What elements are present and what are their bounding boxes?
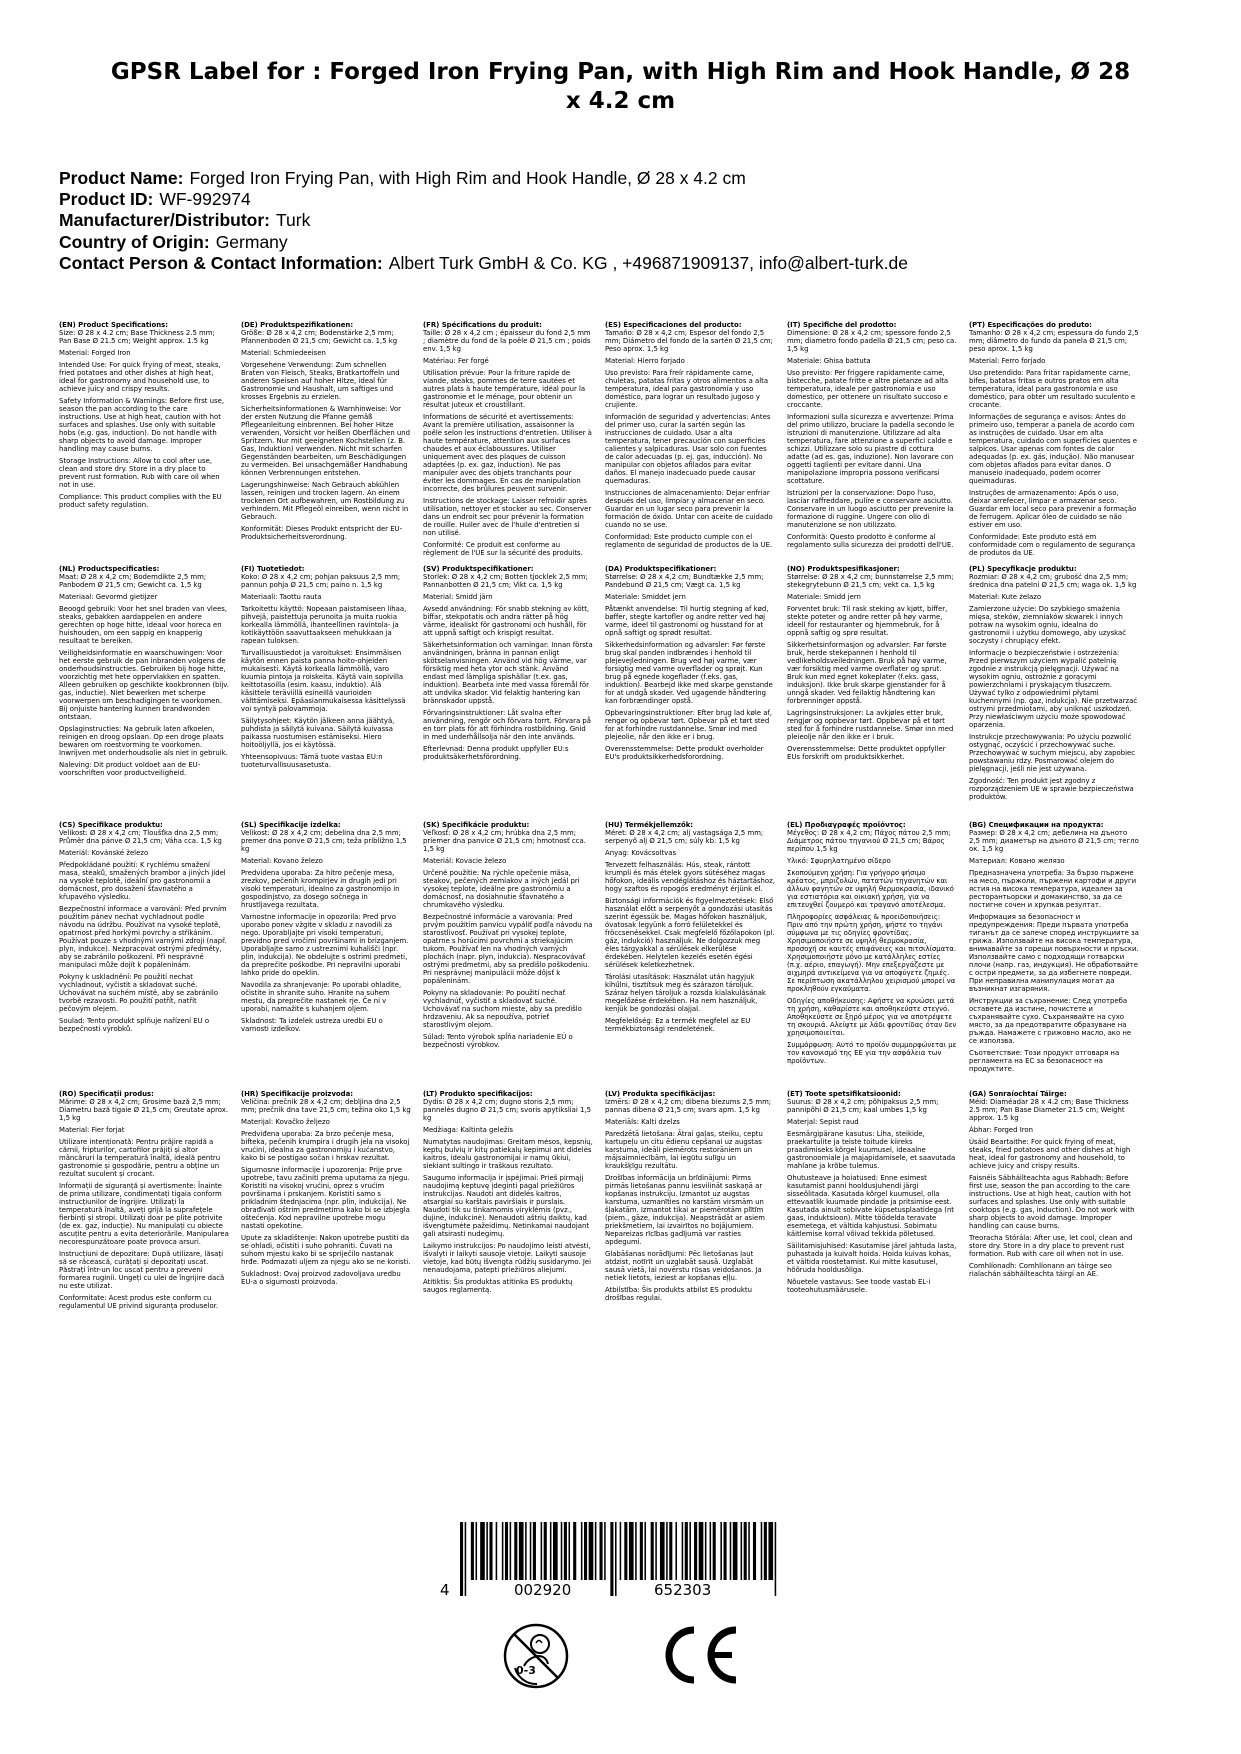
spec-block-paragraph: Materiál: Kovánské železo [59, 849, 149, 857]
spec-block-paragraph: Turvallisuustiedot ja varoitukset: Ensimmäisen käytön ennen paista panna hoito-ohjeiden mukaisesti. Käytä korkealla lämmöllä, varo kuumia pintoja ja roiskeita. Käytä vain sopivilla keittotasoilla (esim. kaasu, induktio). Älä käsittele teräviillä esineillä vaurioiden välttämiseksi. Epäasianmukaisessa käsittelyssä voi syntyä palovammoja. [241, 649, 406, 713]
spec-block-heading: (LV) Produkta specifikācijas: [605, 1090, 716, 1098]
spec-block-paragraph: Skladnost: Ta izdelek ustreza uredbi EU o varnosti izdelkov. [241, 1017, 383, 1033]
spec-block-paragraph: Paredzētā lietošana: Ātrai gaļas, steiku, ceptu kartupeļu un citu ēdienu cepšanai uz augstas karstuma, ideāli piemērots restorāniem un mājsaimniecībām, lai iegūtu sulīgu un kraukšķīgu rezultātu. [605, 1130, 763, 1170]
barcode-bar [496, 1522, 498, 1580]
spec-block-paragraph: Taille: Ø 28 x 4,2 cm ; épaisseur du fond 2,5 mm ; diamètre du fond de la poêle Ø 21,5 cm ; poids env. 1,5 kg [423, 329, 591, 353]
barcode-bar [644, 1522, 646, 1580]
spec-block [241, 1090, 411, 1335]
spec-block-paragraph: Instrucciones de almacenamiento: Dejar enfriar después del uso, limpiar y almacenar en seco. Guardar en un lugar seco para prevenir la formación de óxido. Untar con aceite de cuidado cuando no se use. [605, 489, 773, 529]
spec-block-paragraph: Atitiktis: Šis produktas atitinka ES produktų saugos reglamentą. [423, 1278, 573, 1294]
barcode-bar [651, 1522, 654, 1580]
spec-block-paragraph: Materiale: Smidd jern [787, 593, 861, 601]
spec-block-paragraph: Instruções de armazenamento: Após o uso, deixar arrefecer, limpar e armazenar seco. Guardar em local seco para prevenir a formação de ferrugem. Aplicar óleo de cuidado se não estiver em uso. [969, 489, 1137, 529]
spec-block-paragraph: Safety Information & Warnings: Before first use, season the pan according to the care instructions. Use at high heat, caution with hot surfaces and splashes. Use only with suitable hobs (e.g. gas, induction). Do not handle with sharp objects to avoid damage. Improper handling may cause burns. [59, 397, 225, 453]
spec-block-heading: (CS) Specifikace produktu: [59, 821, 163, 829]
spec-block-paragraph: Инструкции за съхранение: След употреба оставете да изстине, почистете и съхранявайте сухо. Съхранявайте на сухо място, за да предотвратите образуване на ръжда. Намажете с грижовно масло, ако не се използва. [969, 997, 1132, 1045]
spec-block-paragraph: Materiaali: Taottu rauta [241, 593, 322, 601]
spec-block-paragraph: Materijal: Kovačko željezo [241, 1118, 330, 1126]
spec-block [423, 321, 593, 557]
spec-block-heading: (NL) Productspecificaties: [59, 565, 160, 573]
spec-block-paragraph: Materiál: Kovacie železo [423, 857, 507, 865]
product-info [59, 168, 1189, 274]
barcode-bar [471, 1522, 474, 1580]
spec-block-paragraph: Material: Hierro forjado [605, 357, 685, 365]
spec-block-paragraph: Treoracha Stórála: After use, let cool, clean and store dry. Store in a dry place to prevent rust formation. Rub with care oil when not in use. [969, 1234, 1133, 1258]
spec-block-paragraph: Matériau: Fer forgé [423, 357, 489, 365]
spec-block-paragraph: Megfelelőség: Ez a termék megfelel az EU termékbiztonsági rendeletének. [605, 1017, 751, 1033]
manufacturer-row [59, 210, 1189, 231]
spec-block-heading: (SK) Špecifikácie produktu: [423, 821, 530, 829]
spec-block-paragraph: Súlad: Tento výrobok spĺňa nariadenie EÚ o bezpečnosti výrobkov. [423, 1033, 573, 1049]
spec-block-paragraph: Size: Ø 28 x 4.2 cm; Base Thickness 2.5 mm; Pan Base Ø 21.5 cm; Weight approx. 1.5 kg [59, 329, 215, 345]
spec-block-paragraph: Koko: Ø 28 x 4,2 cm; pohjan paksuus 2,5 mm; pannun pohja Ø 21,5 cm; paino n. 1,5 kg [241, 573, 401, 589]
barcode-bar [624, 1522, 627, 1580]
barcode-bar [561, 1522, 563, 1580]
barcode-bar [685, 1522, 688, 1580]
barcode-bar [581, 1522, 583, 1580]
spec-block-paragraph: Biztonsági információk és figyelmeztetések: Első használat előtt a serpenyőt a gondozási utasítás szerint égessük be. Magas hőfokon használjuk, óvatosak legyünk a forró felületekkel és fröccsenésekkel. Csak megfelelő főzőlapokon (pl. gáz, indukció) használjuk. Ne dolgozzuk meg éles tárgyakkal a sérülések elkerülése érdekében. Helytelen kezelés esetén égési sérülések keletkezhetnek. [605, 897, 775, 969]
spec-block-paragraph: Předpokládané použití: K rychlému smažení masa, steaků, smažených brambor a jiných jídel na vysoké teplotě, ideální pro gastronomii a domácnost, pro dosažení šťavnatého a křupavého výsledku. [59, 861, 226, 901]
spec-block [605, 321, 775, 557]
barcode-bar [730, 1522, 732, 1580]
spec-block-paragraph: Velikost: Ø 28 x 4,2 cm; Tloušťka dna 2,5 mm; Průměr dna pánve Ø 21,5 cm; Váha cca. 1,5 kg [59, 829, 222, 845]
age-label: 0-3 [516, 1664, 536, 1677]
info-value: Turk [275, 210, 311, 231]
spec-block-paragraph: Utilisation prévue: Pour la friture rapide de viande, steaks, pommes de terre sautées et autres plats à haute température, idéal pour la gastronomie et le ménage, pour obtenir un résultat juteux et croustillant. [423, 369, 586, 409]
spec-block-paragraph: Størrelse: Ø 28 x 4,2 cm; Bundtække 2,5 mm; Pandebund Ø 21,5 cm; Vægt ca. 1,5 kg [605, 573, 764, 589]
barcode-bar [669, 1522, 672, 1580]
barcode-bar [768, 1522, 773, 1580]
barcode-bar [761, 1522, 763, 1580]
spec-block-paragraph: Säilytysohjeet: Käytön jälkeen anna jäähtyä, puhdista ja säilytä kuivana. Säilytä kuivassa paikassa ruostumisen estämiseksi. Hiero hoitoöljyllä, jos ei käytössä. [241, 717, 395, 749]
barcode-bar [486, 1522, 488, 1580]
spec-block-paragraph: Určené použitie: Na rýchle opečenie mäsa, steakov, pečených zemiakov a iných jedál pri vysokej teplote, ideálne pre gastronómiu a domácnosť, na dosiahnutie šťavnatého a chrumkavého výsledku. [423, 869, 580, 909]
spec-block [787, 1090, 957, 1335]
barcode-bar [713, 1522, 716, 1580]
spec-block-paragraph: Izmērs: Ø 28 x 4,2 cm; dibena biezums 2,5 mm; pannas dibena Ø 21,5 cm; svars apm. 1,5 kg [605, 1098, 772, 1114]
spec-block-paragraph: Material: Ferro forjado [969, 357, 1046, 365]
spec-block-paragraph: Tamaño: Ø 28 x 4,2 cm; Espesor del fondo 2,5 mm; Diámetro del fondo de la sartén Ø 21,5 cm; Peso aprox. 1,5 kg [605, 329, 773, 353]
country-row [59, 232, 1189, 253]
barcode-bar [550, 1522, 552, 1580]
spec-block [241, 565, 411, 813]
spec-block-paragraph: Информация за безопасност и предупреждения: Преди първата употреба тиганът да се запече според инструкциите за грижа. Използвайте на висока температура, внимавайте за горещи повърхности и пръски. Използвайте само с подходящи готварски плочи (напр. газ, индукция). Не обработвайте с остри предмети, за да избегнете повреди. При неправилна манипулация могат да възникнат изгаряния. [969, 913, 1139, 993]
spec-block-paragraph: Ohutusteave ja hoiatused: Enne esimest kasutamist panni hooldusjuhendi järgi sisseõlitada. Kasutada kõrgel kuumusel, olla ettevaatlik kuumade pindade ja pritsimise eest. Kasutada ainult sobivate küpsetusplaatidega (nt gaas, induktsioon). Mitte töödelda teravate esemetega, et vältida kahjustusi. Sobimatu käitlemise korral võivad tekkida põletused. [787, 1174, 955, 1238]
spec-block [59, 565, 229, 813]
barcode-bar [620, 1522, 622, 1580]
spec-block-paragraph: Materiale: Smiddet jern [605, 593, 686, 601]
spec-block [605, 1090, 775, 1335]
spec-block-paragraph: Faisnéis Sábháilteachta agus Rabhadh: Before first use, season the pan according to the care instructions. Use at high heat, caution with hot surfaces and splashes. Use only with suitable cooktops (e.g. gas, induction). Do not work with sharp objects to avoid damage. Improper handling can cause burns. [969, 1174, 1135, 1230]
spec-block-paragraph: Upute za skladištenje: Nakon upotrebe pustiti da se ohladi, očistiti i suho pohraniti. Čuvati na suhom mjestu kako bi se spriječilo nastanak hrđe. Podmazati uljem za njegu ako se ne koristi. [241, 1234, 411, 1266]
barcode-bar [533, 1522, 536, 1580]
barcode-bar [699, 1522, 704, 1580]
spec-block-paragraph: Υλικό: Σφυρηλατημένο σίδερο [787, 857, 891, 865]
barcode-bar [694, 1522, 697, 1580]
spec-block-paragraph: Συμμόρφωση: Αυτό το προϊόν συμμορφώνεται με τον κανονισμό της ΕΕ για την ασφάλεια των προϊόντων. [787, 1041, 957, 1065]
spec-block-paragraph: Opbevaringsinstruktioner: Efter brug lad køle af, rengør og opbevar tørt. Opbevar på et tørt sted for at forhindre rustdannelse. Smør ind med plejeolie, når den ikke er i brug. [605, 709, 773, 741]
spec-block-paragraph: Naleving: Dit product voldoet aan de EU-voorschriften voor productveiligheid. [59, 761, 201, 777]
spec-block-paragraph: Úsáid Beartaithe: For quick frying of meat, steaks, fried potatoes and other dishes at high heat, ideal for gastronomy and household, to achieve juicy and crispy results. [969, 1138, 1131, 1170]
spec-block-paragraph: Conformitate: Acest produs este conform cu regulamentul UE privind siguranța produselor. [59, 1294, 219, 1310]
spec-block-paragraph: Материал: Ковано желязо [969, 857, 1065, 865]
barcode-bar [514, 1522, 517, 1580]
spec-block [423, 821, 593, 1082]
spec-block-paragraph: Påtænkt anvendelse: Til hurtig stegning af kød, bøffer, stegte kartofler og andre retter ved høj varme, ideel til gastronomi og husstand for at opnå saftigt og sprødt resultat. [605, 605, 769, 637]
spec-block-paragraph: Eesmärgipärane kasutus: Liha, steikide, praekartulite ja teiste toitude kiireks praadimiseks kõrgel kuumusel, ideaalne gastronoomiale ja majapidamisele, et saavutada mahlane ja krõbe tulemus. [787, 1130, 956, 1170]
spec-block-heading: (SL) Specifikacije izdelka: [241, 821, 341, 829]
spec-block [969, 1090, 1139, 1335]
barcode-bar [600, 1522, 603, 1580]
info-value: Albert Turk GmbH & Co. KG , +496871909137, info@albert-turk.de [388, 252, 908, 273]
spec-block-paragraph: Material: Forged Iron [59, 349, 131, 357]
spec-block-paragraph: Предназначена употреба: За бързо пържене на месо, пържоли, пържени картофи и други ястия на висока температура, идеален за ресторантьорски и домакинство, за да се постигне сочен и хрупкав резултат. [969, 869, 1137, 909]
spec-block-paragraph: Comhlíonadh: Comhlíonann an táirge seo rialachán sábháilteachta táirgí an AE. [969, 1262, 1112, 1278]
spec-block-paragraph: Bezpečnostné informácie a varovania: Pred prvým použitím panvicu vypáliť podľa návodu na starostlivosť. Používať pri vysokej teplote, opatrne s horúcimi povrchmi a striekajúcim tukom. Používať len na vhodných varných plochách (napr. plyn, indukcia). Nespracovávať ostrými predmetmi, aby sa predišlo poškodeniu. Pri nesprávnej manipulácii môže dôjsť k popáleninám. [423, 913, 593, 985]
spec-block-paragraph: Materjal: Sepist raud [787, 1118, 859, 1126]
spec-block-paragraph: Yhteensopivuus: Tämä tuote vastaa EU:n tuoteturvallisuusasetusta. [241, 753, 383, 769]
spec-block-paragraph: Ábhar: Forged Iron [969, 1126, 1034, 1134]
spec-block-heading: (PL) Specyfikacje produktu: [969, 565, 1077, 573]
spec-block-paragraph: Efterlevnad: Denna produkt uppfyller EU:s produktsäkerhetsförordning. [423, 745, 569, 761]
spec-block-paragraph: Veiligheidsinformatie en waarschuwingen: Voor het eerste gebruik de pan inbranden volgens de onderhoudsinstructies. Gebruiken bij hoge hitte, voorzichtig met hete oppervlakken en spatten. Alleen gebruiken op geschikte kookbronnen (bijv. gas, inductie). Niet bewerken met scherpe voorwerpen om beschadigingen te voorkomen. Bij onjuiste hantering kunnen brandwonden ontstaan. [59, 649, 229, 721]
spec-block-paragraph: Conformidade: Este produto está em conformidade com o regulamento de segurança de produtos da UE. [969, 533, 1136, 557]
spec-block-paragraph: Numatytas naudojimas: Greitam mėsos, kepsnių, keptų bulvių ir kitų patiekalų kepimui ant didelės kaitros, idealu gastronomijai ir namų ūkiui, siekiant sultingo ir traškaus rezultato. [423, 1138, 593, 1170]
spec-block-heading: (HR) Specifikacije proizvoda: [241, 1090, 354, 1098]
spec-block-paragraph: Konformität: Dieses Produkt entspricht der EU-Produktsicherheitsverordnung. [241, 525, 403, 541]
spec-block-paragraph: Bezpečnostní informace a varování: Před prvním použitím pánev nechat vychladnout podle návodu na údržbu. Používat na vysoké teplotě, opatrnost před horkými povrchy a stříkáním. Používat pouze s vhodnými varnými zdroji (např. plyn, indukce). Nezpracovat ostrými předměty, aby se zabránilo poškození. Při nesprávné manipulaci může dojít k popáleninám. [59, 905, 227, 969]
spec-block-paragraph: Förvaringsinstruktioner: Låt svalna efter användning, rengör och förvara torrt. Förvara på en torr plats för att förhindra rostbildning. Gnid in med underhållsolja när den inte används. [423, 709, 591, 741]
barcode-bar [710, 1522, 712, 1580]
spec-block-paragraph: Anyag: Kovácsoltvas [605, 849, 677, 857]
spec-block-paragraph: Veličina: prečnik 28 x 4,2 cm; debljina dna 2,5 mm; prečnik dna tave 21,5 cm; težina oko 1,5 kg [241, 1098, 411, 1114]
spec-block-heading: (IT) Specifiche del prodotto: [787, 321, 897, 329]
spec-block-paragraph: Dydis: Ø 28 x 4,2 cm; dugno storis 2,5 mm; pannelės dugno Ø 21,5 cm; svoris apytiksliai 1,5 kg [423, 1098, 591, 1122]
barcode-bar [660, 1522, 665, 1580]
barcode-bar [741, 1522, 743, 1580]
spec-block-paragraph: Uso previsto: Per friggere rapidamente carne, bistecche, patate fritte e altre pietanze ad alta temperatura, ideale per gastronomia e uso domestico, per ottenere un risultato succoso e croccante. [787, 369, 949, 409]
spec-block-paragraph: Dimensione: Ø 28 x 4,2 cm; spessore fondo 2,5 mm; diametro fondo padella Ø 21,5 cm; peso ca. 1,5 kg [787, 329, 957, 353]
spec-block-heading: (NO) Produktspesifikasjoner: [787, 565, 900, 573]
barcode-bar [753, 1522, 756, 1580]
spec-block-paragraph: Velikost: Ø 28 x 4,2 cm; debelina dna 2,5 mm; premer dna ponve Ø 21,5 cm; teža približno 1,5 kg [241, 829, 407, 853]
spec-block-paragraph: Instrukcje przechowywania: Po użyciu pozwolić ostygnąć, oczyścić i przechowywać suche. Przechowywać w suchym miejscu, aby zapobiec powstawaniu rdzy. Posmarować olejem do pielęgnacji, jeśli nie jest używana. [969, 733, 1136, 773]
barcode-bar [640, 1522, 643, 1580]
barcode-bar [744, 1522, 747, 1580]
spec-block [969, 565, 1139, 813]
spec-block-paragraph: Instructions de stockage: Laisser refroidir après utilisation, nettoyer et stocker au sec. Conserver dans un endroit sec pour prévenir la formation de rouille. Huiler avec de l'huile d'entretien si non utilisé. [423, 497, 592, 537]
spec-block-paragraph: Zgodność: Ten produkt jest zgodny z rozporządzeniem UE w sprawie bezpieczeństwa produktów. [969, 777, 1134, 801]
spec-block-paragraph: Material: Smidd järn [423, 593, 493, 601]
info-label: Manufacturer/Distributor: [59, 210, 270, 231]
spec-block-paragraph: Compliance: This product complies with the EU product safety regulation. [59, 493, 222, 509]
barcode-bar [733, 1522, 738, 1580]
barcode-bar [655, 1522, 657, 1580]
spec-block-paragraph: Información de seguridad y advertencias: Antes del primer uso, curar la sartén según las instrucciones de cuidado. Usar a alta temperatura, tener precaución con superficies calientes y salpicaduras. Usar solo con fuentes de calor adecuadas (p. ej. gas, inducción). No manipular con objetos afilados para evitar daños. El manejo inadecuado puede causar quemaduras. [605, 413, 771, 485]
spec-block-paragraph: Informacje o bezpieczeństwie i ostrzeżenia: Przed pierwszym użyciem wypalić patelnię zgodnie z instrukcją pielęgnacji. Używać na wysokim ogniu, ostrożnie z gorącymi powierzchniami i pryskającym tłuszczem. Używać tylko z odpowiednimi płytami kuchennymi (np. gaz, indukcja). Nie przetwarzać ostrymi przedmiotami, aby uniknąć uszkodzeń. Przy niewłaściwym użyciu może spowodować oparzenia. [969, 649, 1138, 729]
spec-block-paragraph: Méid: Diaméadar 28 x 4.2 cm; Base Thickness 2.5 mm; Pan Base Diameter 21.5 cm; Weight approx. 1.5 kg [969, 1098, 1129, 1122]
spec-block [605, 565, 775, 813]
info-value: Germany [215, 231, 288, 252]
spec-block-paragraph: Σκοπούμενη χρήση: Για γρήγορο ψήσιμο κρέατος, μπριζολών, πατατών τηγανητών και άλλων φαγητών σε υψηλή θερμοκρασία, ιδανικό για εστιατόρια και οικιακή χρήση, για να επιτευχθεί ζουμερό και τραγανό αποτέλεσμα. [787, 869, 954, 909]
spec-block-paragraph: Materiāls: Kalti dzelzs [605, 1118, 680, 1126]
spec-block [241, 321, 411, 557]
barcode-bar [530, 1522, 532, 1580]
spec-block [969, 321, 1139, 557]
spec-block-paragraph: Vorgesehene Verwendung: Zum schnellen Braten von Fleisch, Steaks, Bratkartoffeln und anderen Speisen auf hoher Hitze, ideal für Gastronomie und Haushalt, um saftiges und krosses Ergebnis zu erzielen. [241, 361, 400, 401]
spec-block [423, 1090, 593, 1335]
spec-block-paragraph: Säkerhetsinformation och varningar: Innan första användningen, bränna in pannan enligt skötselanvisningen. Använd vid hög värme, var försiktig med heta ytor och stänk. Använd endast med lämpliga spishällar (t.ex. gas, induktion). Bearbeta inte med vassa föremål för att undvika skador. Vid felaktig hantering kan brännskador uppstå. [423, 641, 593, 705]
spec-block-paragraph: Laikymo instrukcijos: Po naudojimo leisti atvėsti, išvalyti ir laikyti sausoje vietoje. Laikyti sausoje vietoje, kad būtų išvengta rūdžių susidarymo. Jei nenaudojama, patepti priežiūros aliejumi. [423, 1242, 592, 1274]
spec-block-paragraph: Informações de segurança e avisos: Antes do primeiro uso, temperar a panela de acordo com as instruções de cuidado. Usar em alta temperatura, cuidado com superfícies quentes e salpicos. Usar apenas com fontes de calor adequadas (p. ex. gás, indução). Não manusear com objetos afiados para evitar danos. O manuseio inadequado, podem ocorrer queimaduras. [969, 413, 1137, 485]
barcode-bar [519, 1522, 524, 1580]
spec-block-paragraph: Atbilstība: Šis produkts atbilst ES produktu drošības regulai. [605, 1286, 752, 1302]
barcode-bar [502, 1522, 504, 1580]
barcode-bar [610, 1522, 613, 1596]
barcode-bar [505, 1522, 508, 1580]
spec-block-paragraph: Μέγεθος: Ø 28 x 4,2 cm; Πάχος πάτου 2,5 mm; Διάμετρος πάτου τηγανιού Ø 21,5 cm; Βάρος περίπου 1,5 kg [787, 829, 951, 853]
spec-block [787, 321, 957, 557]
spec-block-paragraph: Lagerungshinweise: Nach Gebrauch abkühlen lassen, reinigen und trocken lagern. An einem trockenen Ort aufbewahren, um Rostbildung zu verhindern. Mit Pflegeöl einreiben, wenn nicht in Gebrauch. [241, 481, 409, 521]
spec-block-paragraph: Méret: Ø 28 x 4,2 cm; alj vastagsága 2,5 mm; serpenyő alj Ø 21,5 cm; súly kb. 1,5 kg [605, 829, 764, 845]
barcode-bar [465, 1522, 467, 1596]
barcode-bar [489, 1522, 492, 1580]
barcode-bar [615, 1522, 617, 1596]
barcode-bar [569, 1522, 571, 1580]
contact-row [59, 253, 1189, 274]
barcode-bar [629, 1522, 634, 1580]
spec-block-paragraph: Saugumo informacija ir įspėjimai: Prieš pirmąjį naudojimą keptuvę įdeginti pagal priežiūros instrukcijas. Naudoti ant didelės kaitros, atsargiai su karštais paviršiais ir purslais. Naudoti tik su tinkamomis viryklėmis (pvz., dujinė, indukcinė). Nenaudoti aštrių daiktų, kad išvengtumėte pažeidimų. Netinkamai naudojant gali atsirasti nudegimų. [423, 1174, 590, 1238]
barcode-bar [635, 1522, 637, 1580]
barcode-bar [595, 1522, 597, 1580]
spec-block-paragraph: Mărime: Ø 28 x 4,2 cm; Grosime bază 2,5 mm; Diametru bază tigaie Ø 21,5 cm; Greutate aprox. 1,5 kg [59, 1098, 229, 1122]
spec-block-paragraph: Storage Instructions: Allow to cool after use, clean and store dry. Store in a dry place to prevent rust formation. Rub with care oil when not in use. [59, 457, 220, 489]
spec-block [969, 821, 1139, 1082]
spec-block-paragraph: Material: Kovano železo [241, 857, 323, 865]
spec-block-paragraph: Tarkoitettu käyttö: Nopeaan paistamiseen lihaa, pihvejä, paistettuja perunoita ja muita ruokia korkealla lämmöllä, ihanteellinen ravintola- ja kotikäyttöön saavuttaakseen mehukkaan ja rapean tuloksen. [241, 605, 407, 645]
spec-block-heading: (FI) Tuotetiedot: [241, 565, 305, 573]
barcode-bar [541, 1522, 543, 1580]
spec-block-paragraph: Storlek: Ø 28 x 4,2 cm; Botten tjocklek 2,5 mm; Pannanbotten Ø 21,5 cm; Vikt ca. 1,5 kg [423, 573, 588, 589]
barcode [440, 1522, 790, 1606]
barcode-bar [589, 1522, 594, 1580]
barcode-bar [675, 1522, 677, 1580]
info-label: Contact Person & Contact Information: [59, 252, 383, 273]
spec-block-paragraph: Uso pretendido: Para fritar rapidamente carne, bifes, batatas fritas e outros pratos em alta temperatura, ideal para gastronomia e uso doméstico, para obter um resultado suculento e crocante. [969, 369, 1136, 409]
spec-block-heading: (ET) Toote spetsifikatsioonid: [787, 1090, 901, 1098]
spec-block-paragraph: Tervezett felhasználás: Hús, steak, rántott krumpli és más ételek gyors sütéséhez magas hőfokon, ideális vendéglátáshoz és háztartáshoz, hogy szaftos és ropogós eredményt érjünk el. [605, 861, 775, 893]
spec-block-heading: (EN) Product Specifications: [59, 321, 168, 329]
spec-block-paragraph: Conformidad: Este producto cumple con el reglamento de seguridad de productos de la UE. [605, 533, 773, 549]
barcode-bar [476, 1522, 478, 1580]
spec-block [59, 1090, 229, 1335]
spec-block-paragraph: Størrelse: Ø 28 x 4,2 cm; bunnstørrelse 2,5 mm; stekegrytebunn Ø 21,5 cm; vekt ca. 1,5 kg [787, 573, 954, 589]
spec-block-paragraph: Sukladnost: Ovaj proizvod zadovoljava uredbu EU-a o sigurnosti proizvoda. [241, 1270, 401, 1286]
spec-block [787, 565, 957, 813]
ce-mark-icon [660, 1624, 742, 1686]
spec-block-paragraph: Maat: Ø 28 x 4,2 cm; Bodemdikte 2,5 mm; Panbodem Ø 21,5 cm; Gewicht ca. 1,5 kg [59, 573, 207, 589]
info-value: Forged Iron Frying Pan, with High Rim and Hook Handle, Ø 28 x 4.2 cm [189, 168, 746, 188]
spec-block-paragraph: Pokyny na skladovanie: Po použití nechať vychladnúť, vyčistiť a skladovať suché. Uchovávať na suchom mieste, aby sa predišlo hrdzaveniu. Ak sa nepoužíva, potrieť starostlivým olejom. [423, 989, 582, 1029]
barcode-bar [720, 1522, 722, 1580]
barcode-right-group: 652303 [654, 1581, 712, 1599]
barcode-bar [775, 1522, 777, 1596]
spec-block [605, 821, 775, 1082]
barcode-bar [510, 1522, 512, 1580]
spec-block-paragraph: Informații de siguranță și avertismente: Înainte de prima utilizare, condimentați tigaia conform instrucțiunilor de îngrijire. Utilizați la temperatură înaltă, aveți grijă la suprafețele fierbinți și stropi. Utilizați doar pe plite potrivite (de ex. gaz, inducție). Nu manipulați cu obiecte ascuțite pentru a evita deteriorările. Manipularea necorespunzătoare poate provoca arsuri. [59, 1182, 229, 1246]
spec-block-heading: (BG) Спецификации на продукта: [969, 821, 1104, 829]
spec-block-paragraph: Instrucțiuni de depozitare: După utilizare, lăsați să se răcească, curățați și depozitați uscat. Păstrați într-un loc uscat pentru a preveni formarea ruginii. Ungeți cu ulei de îngrijire dacă nu este utilizat. [59, 1250, 225, 1290]
spec-block-paragraph: Sigurnosne informacije i upozorenja: Prije prve upotrebe, tavu začiniti prema uputama za njegu. Koristiti na visokoj vrućini, oprez s vrućim površinama i prskanjem. Koristiti samo s prikladnim štednjacima (npr. plin, indukcija). Ne obrađivati oštrim predmetima kako bi se izbjegla oštećenja. Kod nepravilne upotrebe mogu nastati opekotine. [241, 1166, 410, 1230]
barcode-bar [682, 1522, 684, 1580]
barcode-bar [689, 1522, 691, 1580]
spec-block-paragraph: Conformité: Ce produit est conforme au règlement de l'UE sur la sécurité des produits. [423, 541, 583, 557]
spec-block-paragraph: Intended Use: For quick frying of meat, steaks, fried potatoes and other dishes at high heat, ideal for gastronomy and household use, to achieve juicy and crispy results. [59, 361, 221, 393]
barcode-bar [584, 1522, 587, 1580]
info-label: Product Name: [59, 168, 184, 188]
spec-block-paragraph: Avsedd användning: För snabb stekning av kött, biffar, stekpotatis och andra rätter på hög värme, idealiskt för gastronomi och hushåll, för att uppnå saftigt och krispigt resultat. [423, 605, 590, 637]
spec-block-paragraph: Zamierzone użycie: Do szybkiego smażenia mięsa, steków, ziemniaków skwarek i innych potraw na wysokim ogniu, idealna do gastronomii i użytku domowego, aby uzyskać soczysty i chrupiący efekt. [969, 605, 1127, 645]
spec-block-paragraph: Uso previsto: Para freír rápidamente carne, chuletas, patatas fritas y otros alimentos a alta temperatura, ideal para gastronomía y uso doméstico, para lograr un resultado jugoso y crujiente. [605, 369, 769, 409]
spec-block-heading: (RO) Specificații produs: [59, 1090, 154, 1098]
barcode-bar [480, 1522, 485, 1580]
spec-block-paragraph: Varnostne informacije in opozorila: Pred prvo uporabo ponev vžgite v skladu z navodili za nego. Uporabljajte pri visoki temperaturi, previdno pred vročimi površinami in brizganjem. Uporabljajte samo z ustreznimi kuhališči (npr. plin, indukcija). Ne obdelujte s ostrimi predmeti, da preprečite poškodbe. Pri nepravilni uporabi lahko pride do opeklin. [241, 913, 409, 977]
spec-block-paragraph: Soulad: Tento produkt splňuje nařízení EU o bezpečnosti výrobků. [59, 1017, 210, 1033]
spec-block-paragraph: Predvidena uporaba: Za hitro pečenje mesa, zrezkov, pečenih krompirjev in drugih jedi pri visoki temperaturi, idealno za gastronomijo in gospodinjstvo, za dosego sočnega in hrustljavega rezultata. [241, 869, 400, 909]
spec-block-paragraph: Tárolási utasítások: Használat után hagyjuk kihűlni, tisztítsuk meg és szárazon tároljuk. Száraz helyen tároljuk a rozsda kialakulásának megelőzése érdekében. Ha nem használjuk, kenjük be gondozási olajjal. [605, 973, 766, 1013]
spec-block-heading: (DA) Produktspecifikationer: [605, 565, 717, 573]
spec-block-paragraph: Informazioni sulla sicurezza e avvertenze: Prima del primo utilizzo, bruciare la padella secondo le istruzioni di manutenzione. Utilizzare ad alta temperatura, fare attenzione a superfici calde e schizzi. Utilizzare solo su piastre di cottura adatte (ad es. gas, induzione). Non lavorare con oggetti taglienti per evitare danni. Una manipolazione impropria possono verificarsi scottature. [787, 413, 955, 485]
spec-block-heading: (ES) Especificaciones del producto: [605, 321, 742, 329]
spec-block-heading: (DE) Produktspezifikationen: [241, 321, 354, 329]
spec-block-paragraph: Beoogd gebruik: Voor het snel braden van vlees, steaks, gebakken aardappelen en andere gerechten op hoge hitte, ideaal voor horeca en huishouden, om een sappig en knapperig resultaat te bereiken. [59, 605, 228, 645]
spec-block-paragraph: Pokyny k uskladnění: Po použití nechat vychladnout, vyčistit a skladovat suché. Uchovávat na suchém místě, aby se zabránilo tvorbě rezavosti. Po použití potřít, natřít pečovým olejem. [59, 973, 219, 1013]
barcode-bar [460, 1522, 463, 1596]
product-name-row [59, 168, 1189, 189]
spec-block-paragraph: Sicherheitsinformationen & Warnhinweise: Vor der ersten Nutzung die Pfanne gemäß Pflegeanleitung einbrennen. Bei hoher Hitze verwenden, Vorsicht vor heißen Oberflächen und Spritzern. Nur mit geeigneten Kochstellen (z. B. Gas, Induktion) verwenden. Nicht mit scharfen Gegenständen bearbeiten, um Beschädigungen zu vermeiden. Bei unsachgemäßer Handhabung können Verbrennungen entstehen. [241, 405, 411, 477]
spec-block-paragraph: Informations de sécurité et avertissements: Avant la première utilisation, assaisonner la poêle selon les instructions d'entretien. Utiliser à haute température, attention aux surfaces chaudes et aux éclaboussures. Utiliser uniquement avec des plaques de cuisson adaptées (p. ex. gaz, induction). Ne pas manipuler avec des objets tranchants pour éviter les dommages. En cas de manipulation incorrecte, des brûlures peuvent survenir. [423, 413, 592, 493]
barcode-bar [724, 1522, 727, 1580]
info-label: Country of Origin: [59, 231, 210, 252]
spec-block-paragraph: Säilitamisjuhised: Kasutamise järel jahtuda lasta, puhastada ja kuivalt hoida. Hoida kuivas kohas, et vältida roostetamist. Kui mitte kasutusel, hõõruda hooldusõliga. [787, 1242, 957, 1274]
info-value: WF-992974 [159, 189, 251, 210]
barcode-bar [573, 1522, 576, 1580]
spec-block-heading: (EL) Προδιαγραφές προϊόντος: [787, 821, 906, 829]
spec-block-paragraph: Conformità: Questo prodotto è conforme al regolamento sulla sicurezza dei prodotti dell'UE. [787, 533, 954, 549]
spec-block-paragraph: Tamanho: Ø 28 x 4,2 cm; espessura do fundo 2,5 mm; diâmetro do fundo da panela Ø 21,5 cm; peso aprox. 1,5 kg [969, 329, 1139, 353]
product-id-row [59, 189, 1189, 210]
spec-block-heading: (PT) Especificações do produto: [969, 321, 1092, 329]
spec-block-paragraph: Utilizare intenționată: Pentru prăjire rapidă a cărnii, fripturilor, cartofilor prăjiți și altor mâncăruri la temperatură înaltă, ideală pentru gastronomie și gospodărie, pentru a obține un rezultat suculent și crocant. [59, 1138, 221, 1178]
barcode-bar [544, 1522, 547, 1580]
spec-block-paragraph: Material: Schmiedeeisen [241, 349, 326, 357]
spec-block-paragraph: Istruzioni per la conservazione: Dopo l'uso, lasciar raffreddare, pulire e conservare asciutto. Conservare in un luogo asciutto per prevenire la formazione di ruggine. Ungere con olio di manutenzione se non utilizzato. [787, 489, 954, 529]
spec-block-paragraph: Sikkerhedsinformation og advarsler: Før første brug skal panden indbrændes i henhold til plejevejledningen. Brug ved høj varme, vær forsigtig med varme overflader og sprøjt. Kun brug på egnede kogeflader (f.eks. gas, induktion). Bearbejd ikke med skarpe genstande for at undgå skader. Ved ugagende håndtering kan forbrændinger opstå. [605, 641, 773, 705]
barcode-bar [705, 1522, 707, 1580]
spec-block-paragraph: Overensstemmelse: Dette produktet oppfyller EUs forskrift om produktsikkerhet. [787, 745, 946, 761]
barcode-left-group: 002920 [514, 1581, 572, 1599]
spec-block-paragraph: Material: Fier forjat [59, 1126, 125, 1134]
spec-block-paragraph: Predviđena uporaba: Za brzo pečenje mesa, bifteka, pečenih krumpira i drugih jela na visokoj vrućini, idealna za gastronomiju i kućanstvo, kako bi se postigao sočan i hrskav rezultat. [241, 1130, 410, 1162]
info-label: Product ID: [59, 189, 154, 210]
spec-block-paragraph: Rozmiar: Ø 28 x 4,2 cm; grubość dna 2,5 mm; średnica dna patelni Ø 21,5 cm; waga ok. 1,5 kg [969, 573, 1137, 589]
spec-block-paragraph: Größe: Ø 28 x 4,2 cm; Bodenstärke 2,5 mm; Pfannenboden Ø 21,5 cm; Gewicht ca. 1,5 kg [241, 329, 398, 345]
spec-block-paragraph: Veľkosť: Ø 28 x 4,2 cm; hrúbka dna 2,5 mm; priemer dna panvice Ø 21,5 cm; hmotnosť cca. 1,5 kg [423, 829, 586, 853]
spec-block-paragraph: Materiaal: Gevormd gietijzer [59, 593, 158, 601]
spec-block-paragraph: Materiale: Ghisa battuta [787, 357, 871, 365]
spec-block [241, 821, 411, 1082]
page-title: GPSR Label for : Forged Iron Frying Pan, with High Rim and Hook Handle, Ø 28 x 4.2 cm [110, 59, 1131, 114]
barcode-bar [604, 1522, 606, 1580]
barcode-bar [525, 1522, 527, 1580]
spec-block-paragraph: Sikkerhetsinformasjon og advarsler: Før første bruk, herde stekepannen i henhold til vedlikeholdsveiledningen. Bruk på høy varme, vær forsiktig med varme overflater og sprut. Bruk kun med egnet kokeplater (f.eks. gass, induksjon). Ikke bruk skarpe gjenstander for å unngå skader. Ved feilaktig håndtering kan forbrenninger oppstå. [787, 641, 947, 705]
spec-block-paragraph: Οδηγίες αποθήκευσης: Αφήστε να κρυώσει μετά τη χρήση, καθαρίστε και αποθηκεύστε στεγνό. Αποθηκεύστε σε ξηρό μέρος για να αποτρέψετε τη σκουριά. Αλείψτε με λάδι φροντίδας όταν δεν χρησιμοποιείται. [787, 997, 957, 1037]
barcode-bar [553, 1522, 558, 1580]
spec-block-paragraph: Materiał: Kute żelazo [969, 593, 1042, 601]
barcode-bar [748, 1522, 750, 1580]
spec-block-paragraph: Lagringsinstruksjoner: La avkjøles etter bruk, rengjør og oppbevar tørt. Oppbevar på et tørt sted for å forhindre rustdannelse. Smør inn med pleieolje når den ikke er i bruk. [787, 709, 954, 741]
spec-block-paragraph: Размер: Ø 28 x 4,2 cm; дебелина на дъното 2,5 mm; диаметър на дъното Ø 21,5 cm; тегло ок. 1,5 kg [969, 829, 1139, 853]
spec-block [423, 565, 593, 813]
barcode-bars [440, 1522, 790, 1606]
spec-block-paragraph: Πληροφορίες ασφάλειας & προειδοποιήσεις: Πριν από την πρώτη χρήση, ψήστε το τηγάνι σύμφωνα με τις οδηγίες φροντίδας. Χρησιμοποιήστε σε υψηλή θερμοκρασία, προσοχή σε καυτές επιφάνειες και πιτσιλίσματα. Χρησιμοποιήστε μόνο με κατάλληλες εστίες (π.χ. αέριο, επαγωγή). Μην επεξεργάζεστε με αιχμηρά αντικείμενα για να αποφύγετε ζημιές. Σε περίπτωση ακατάλληλου χειρισμού μπορεί να προκληθούν εγκαύματα. [787, 913, 957, 993]
spec-block-heading: (SV) Produktspecifikationer: [423, 565, 534, 573]
spec-block-paragraph: Nõuetele vastavus: See toode vastab EL-i tooteohutusmäärusele. [787, 1278, 931, 1294]
spec-block-heading: (LT) Produkto specifikacijos: [423, 1090, 533, 1098]
spec-block-paragraph: Suurus: Ø 28 x 4,2 cm; põhipaksus 2,5 mm; pannipõhi Ø 21,5 cm; kaal umbes 1,5 kg [787, 1098, 939, 1114]
spec-block [59, 321, 229, 557]
spec-block-paragraph: Opslaginstructies: Na gebruik laten afkoelen, reinigen en droog opslaan. Op een droge plaats bewaren om roestvorming te voorkomen. Inwrijven met onderhoudsolie als niet in gebruik. [59, 725, 228, 757]
spec-block-paragraph: Navodila za shranjevanje: Po uporabi ohladite, očistite in shranite suho. Hranite na suhem mestu, da preprečite nastanek rje. Če ni v uporabi, namažite s kuhanjem oljem. [241, 981, 402, 1013]
spec-block-heading: (HU) Termékjellemzők: [605, 821, 694, 829]
spec-block [59, 821, 229, 1082]
barcode-bar [764, 1522, 767, 1580]
spec-block-paragraph: Drošības informācija un brīdinājumi: Pirms pirmās lietošanas pannu iesvilināt saskaņā ar kopšanas instrukciju. Izmantot uz augstas karstuma, uzmanīties no karstām virsmām un šļakatām. Izmantot tikai ar piemērotām plītīm (piem., gāze, indukcija). Neapstrādāt ar asiem priekšmetiem, lai izvairītos no bojājumiem. Nepareizas rīcības gadījumā var rasties apdegumi. [605, 1174, 766, 1246]
barcode-bar [666, 1522, 668, 1580]
spec-block-paragraph: Forventet bruk: Til rask steking av kjøtt, biffer, stekte poteter og andre retter på høy varme, ideell for restauranter og hjemmebruk, for å oppnå saftig og sprø resultat. [787, 605, 948, 637]
spec-block-paragraph: Съответствие: Този продукт отговаря на регламента на ЕС за безопасност на продуктите. [969, 1049, 1120, 1073]
spec-block [787, 821, 957, 1082]
spec-block-heading: (GA) Sonraíochtaí Táirge: [969, 1090, 1067, 1098]
spec-block-paragraph: Medžiaga: Kaltinta geležis [423, 1126, 513, 1134]
barcode-bar [564, 1522, 567, 1580]
barcode-first-digit: 4 [440, 1581, 450, 1599]
spec-block-paragraph: Glabāšanas norādījumi: Pēc lietošanas ļaut atdzist, notīrīt un uzglabāt sausā. Uzglabāt sausā vietā, lai novērstu rūsas veidošanos. Ja netiek lietots, ieziest ar kopšanas eļļu. [605, 1250, 762, 1282]
spec-block-heading: (FR) Spécifications du produit: [423, 321, 542, 329]
spec-block-paragraph: Overensstemmelse: Dette produkt overholder EU's produktsikkerhedsforordning. [605, 745, 764, 761]
age-warning-0-3-icon [502, 1622, 570, 1690]
